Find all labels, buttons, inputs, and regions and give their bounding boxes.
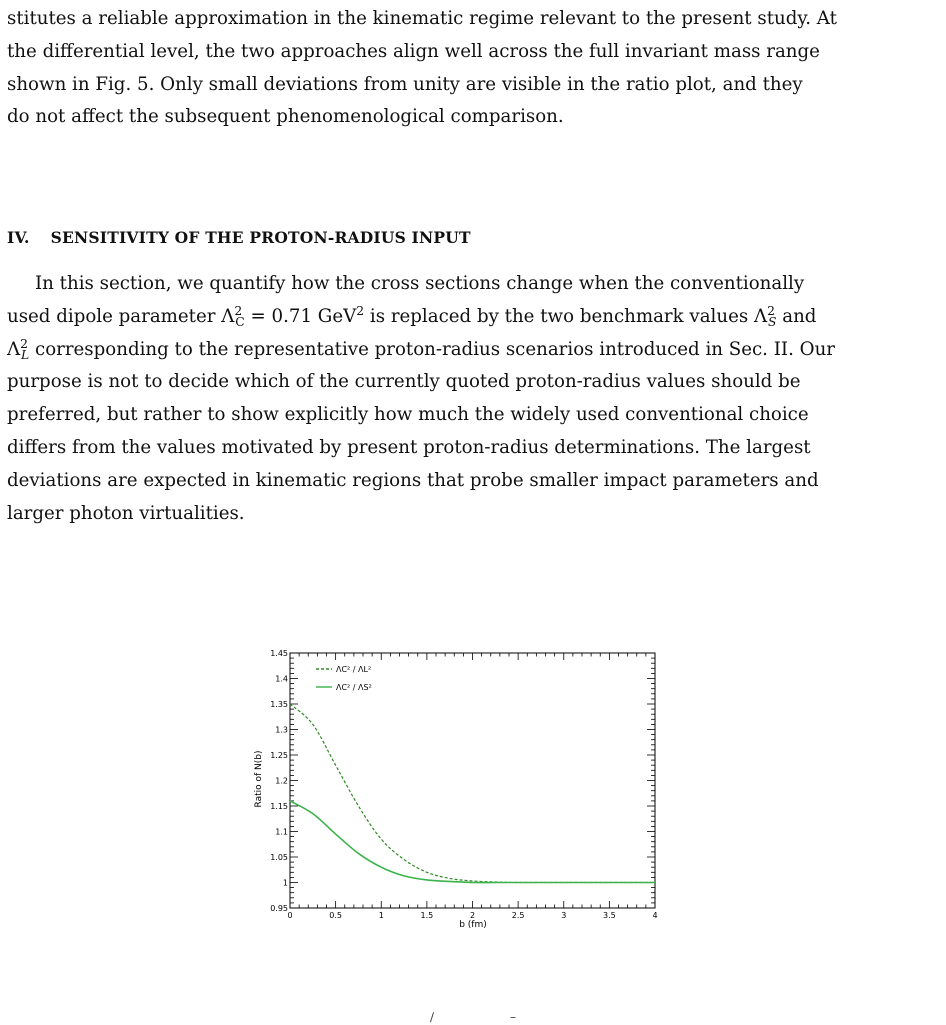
ratio-chart [240,645,670,975]
paragraph-line: shown in Fig. 5. Only small deviations from unity are visible in the ratio plot, and they [7,73,803,95]
text-fragment: and [776,305,817,327]
paragraph-intro [7,3,935,134]
paragraph-line: In this section, we quantify how the cross sections change when the conventionally [35,273,805,294]
paragraph-line: differs from the values motivated by present proton-radius determinations. The largest [7,436,811,458]
x-tick-label: 2 [469,911,476,920]
x-tick-label: 1 [378,911,384,920]
y-tick-label: 1.1 [275,827,288,837]
paragraph-line: the differential level, the two approaches align well across the full invariant mass range [7,40,820,62]
text-fragment: is replaced by the two benchmark values [364,305,754,327]
paragraph-line-math [7,301,935,334]
series-line-lc-ls [290,801,655,883]
paragraph-line: preferred, but rather to show explicitly how much the widely used conventional choice [7,404,809,426]
paragraph-line-math [7,334,935,367]
text-fragment: = 0.71 GeV [244,305,357,327]
legend-label: ΛC² / ΛS² [336,683,372,692]
text-fragment: used dipole parameter [7,305,222,327]
series-line-lc-ll [290,704,655,883]
y-tick-label: 1.2 [275,776,288,786]
text-fragment: corresponding to the representative proton-radius scenarios introduced in Sec. II. Our [29,338,835,360]
y-tick-label: 1.35 [270,700,288,709]
y-tick-label: 0.95 [270,904,288,913]
y-tick-label: 1.3 [275,725,288,735]
x-tick-label: 0.5 [329,911,342,920]
paragraph-line: larger photon virtualities. [7,502,245,524]
lambda-l-symbol: $\Lambda^2_L$ [7,336,30,363]
paragraph-line: purpose is not to decide which of the currently quoted proton-radius values should be [7,371,801,393]
superscript: 2 [356,303,365,318]
y-tick-label: 1.25 [270,751,288,760]
paragraph-body [7,268,935,530]
y-tick-label: 1.05 [270,853,288,862]
paragraph-line: deviations are expected in kinematic regions that probe smaller impact parameters and [7,469,819,491]
y-tick-label: 1.15 [270,802,288,811]
x-axis-label: b (fm) [459,920,487,930]
y-axis-label: Ratio of N(b) [254,750,264,808]
y-tick-label: 1 [282,878,288,888]
y-tick-label: 1.4 [275,674,288,684]
x-tick-label: 1.5 [420,911,434,920]
section-heading [7,228,471,247]
y-tick-label: 1.45 [270,649,288,658]
paragraph-line: do not affect the subsequent phenomenological comparison. [7,106,564,128]
caption-fragment: ∕ [430,1010,435,1024]
x-tick-label: 4 [652,911,658,920]
lambda-s-symbol: $\Lambda^2_S$ [753,303,777,330]
caption-fragment: – [510,1010,516,1024]
x-tick-label: 2.5 [511,911,525,920]
section-title: SENSITIVITY OF THE PROTON-RADIUS INPUT [50,228,471,247]
section-number: IV. [7,228,30,247]
x-tick-label: 0 [287,911,293,920]
paragraph-line: stitutes a reliable approximation in the kinematic regime relevant to the present study. At [7,8,837,29]
x-tick-label: 3.5 [603,911,616,920]
lambda-c-symbol: $\Lambda^2_C$ [221,303,245,330]
x-tick-label: 3 [561,911,567,920]
legend-label: ΛC² / ΛL² [336,665,372,674]
